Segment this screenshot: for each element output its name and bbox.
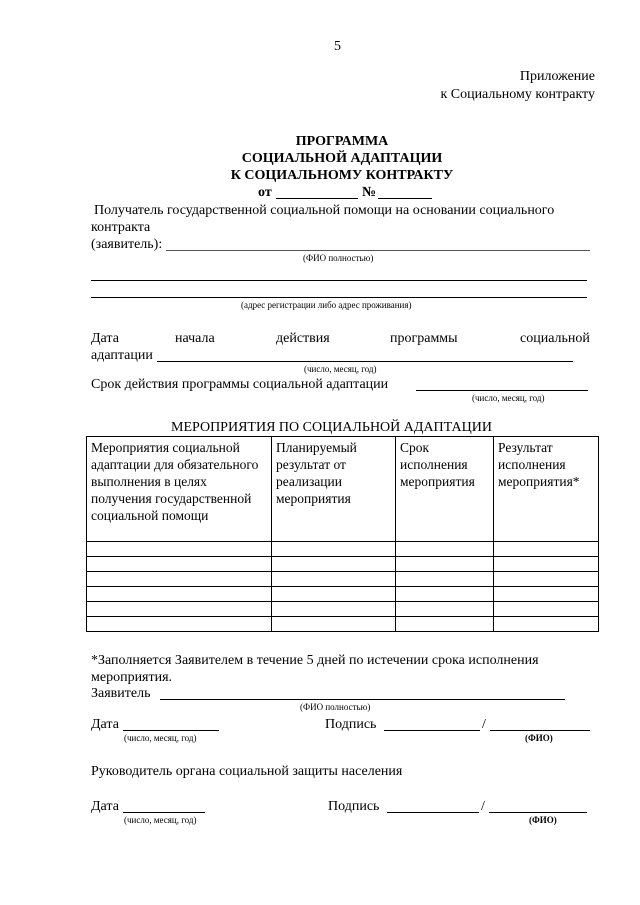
recipient-line-1: Получатель государственной социальной помощи на основании социального bbox=[94, 203, 555, 218]
footnote-line-2: мероприятия. bbox=[91, 670, 173, 685]
measures-heading: МЕРОПРИЯТИЯ ПО СОЦИАЛЬНОЙ АДАПТАЦИИ bbox=[171, 420, 492, 435]
column-header-measures: Мероприятия социальной адаптации для обязательного выполнения в целях получения государственной социальной помощи bbox=[87, 437, 272, 542]
start-date-hint: (число, месяц, год) bbox=[304, 364, 377, 374]
column-header-planned-result: Планируемый результат от реализации мероприятия bbox=[272, 437, 396, 542]
head-date-hint: (число, месяц, год) bbox=[124, 815, 197, 825]
head-fio-short-hint: (ФИО) bbox=[529, 815, 557, 825]
title-date-prefix: от bbox=[258, 185, 272, 200]
head-signature-blank[interactable] bbox=[387, 812, 479, 813]
title-number-prefix: № bbox=[362, 185, 377, 200]
applicant-label: Заявитель bbox=[91, 686, 151, 701]
recipient-address-blank-1[interactable] bbox=[91, 280, 587, 281]
applicant-date-hint: (число, месяц, год) bbox=[124, 733, 197, 743]
start-line-2: адаптации bbox=[91, 348, 153, 363]
applicant-signature-blank[interactable] bbox=[384, 730, 480, 731]
start-word-5: социальной bbox=[520, 331, 590, 346]
title-line-2: СОЦИАЛЬНОЙ АДАПТАЦИИ bbox=[241, 151, 443, 166]
table-row bbox=[87, 572, 599, 587]
head-date-label: Дата bbox=[91, 799, 119, 814]
column-header-actual-result: Результат исполнения мероприятия* bbox=[494, 437, 599, 542]
head-signature-label: Подпись bbox=[328, 799, 380, 814]
head-slash: / bbox=[481, 799, 485, 814]
applicant-date-blank[interactable] bbox=[123, 730, 219, 731]
applicant-slash: / bbox=[482, 717, 486, 732]
title-line-1: ПРОГРАММА bbox=[295, 134, 389, 149]
title-date-blank[interactable] bbox=[276, 198, 358, 199]
applicant-fio-hint: (ФИО полностью) bbox=[300, 702, 371, 712]
applicant-date-label: Дата bbox=[91, 717, 119, 732]
column-header-deadline: Срок исполнения мероприятия bbox=[396, 437, 494, 542]
table-header-row bbox=[87, 437, 599, 542]
start-word-3: действия bbox=[276, 331, 330, 346]
title-line-3: К СОЦИАЛЬНОМУ КОНТРАКТУ bbox=[230, 168, 454, 183]
footnote-line-1: *Заполняется Заявителем в течение 5 дней по истечении срока исполнения bbox=[91, 653, 539, 668]
head-date-blank[interactable] bbox=[123, 812, 205, 813]
recipient-address-hint: (адрес регистрации либо адрес проживания) bbox=[241, 300, 412, 310]
head-label: Руководитель органа социальной защиты населения bbox=[91, 764, 403, 779]
start-word-2: начала bbox=[175, 331, 215, 346]
start-date-blank[interactable] bbox=[157, 361, 573, 362]
applicant-signature-label: Подпись bbox=[325, 717, 377, 732]
recipient-fio-blank[interactable] bbox=[166, 250, 590, 251]
recipient-line-2: контракта bbox=[91, 220, 151, 235]
applicant-fio-short-hint: (ФИО) bbox=[525, 733, 553, 743]
start-word-1: Дата bbox=[91, 331, 119, 346]
recipient-address-blank-2[interactable] bbox=[91, 297, 587, 298]
term-label: Срок действия программы социальной адаптации bbox=[91, 377, 389, 392]
start-word-4: программы bbox=[390, 331, 458, 346]
recipient-line-3: (заявитель): bbox=[91, 237, 163, 252]
table-row bbox=[87, 602, 599, 617]
term-date-hint: (число, месяц, год) bbox=[472, 393, 545, 403]
term-date-blank[interactable] bbox=[416, 390, 588, 391]
appendix-reference: к Социальному контракту bbox=[440, 87, 595, 102]
head-fio-short-blank[interactable] bbox=[489, 812, 587, 813]
applicant-fio-blank[interactable] bbox=[160, 699, 565, 700]
table-row bbox=[87, 557, 599, 572]
page-number: 5 bbox=[334, 39, 341, 54]
recipient-fio-hint: (ФИО полностью) bbox=[303, 253, 374, 263]
table-row bbox=[87, 587, 599, 602]
appendix-label: Приложение bbox=[519, 69, 595, 84]
table-row bbox=[87, 617, 599, 632]
table-row bbox=[87, 542, 599, 557]
measures-table bbox=[86, 436, 599, 632]
applicant-fio-short-blank[interactable] bbox=[490, 730, 590, 731]
title-number-blank[interactable] bbox=[378, 198, 432, 199]
